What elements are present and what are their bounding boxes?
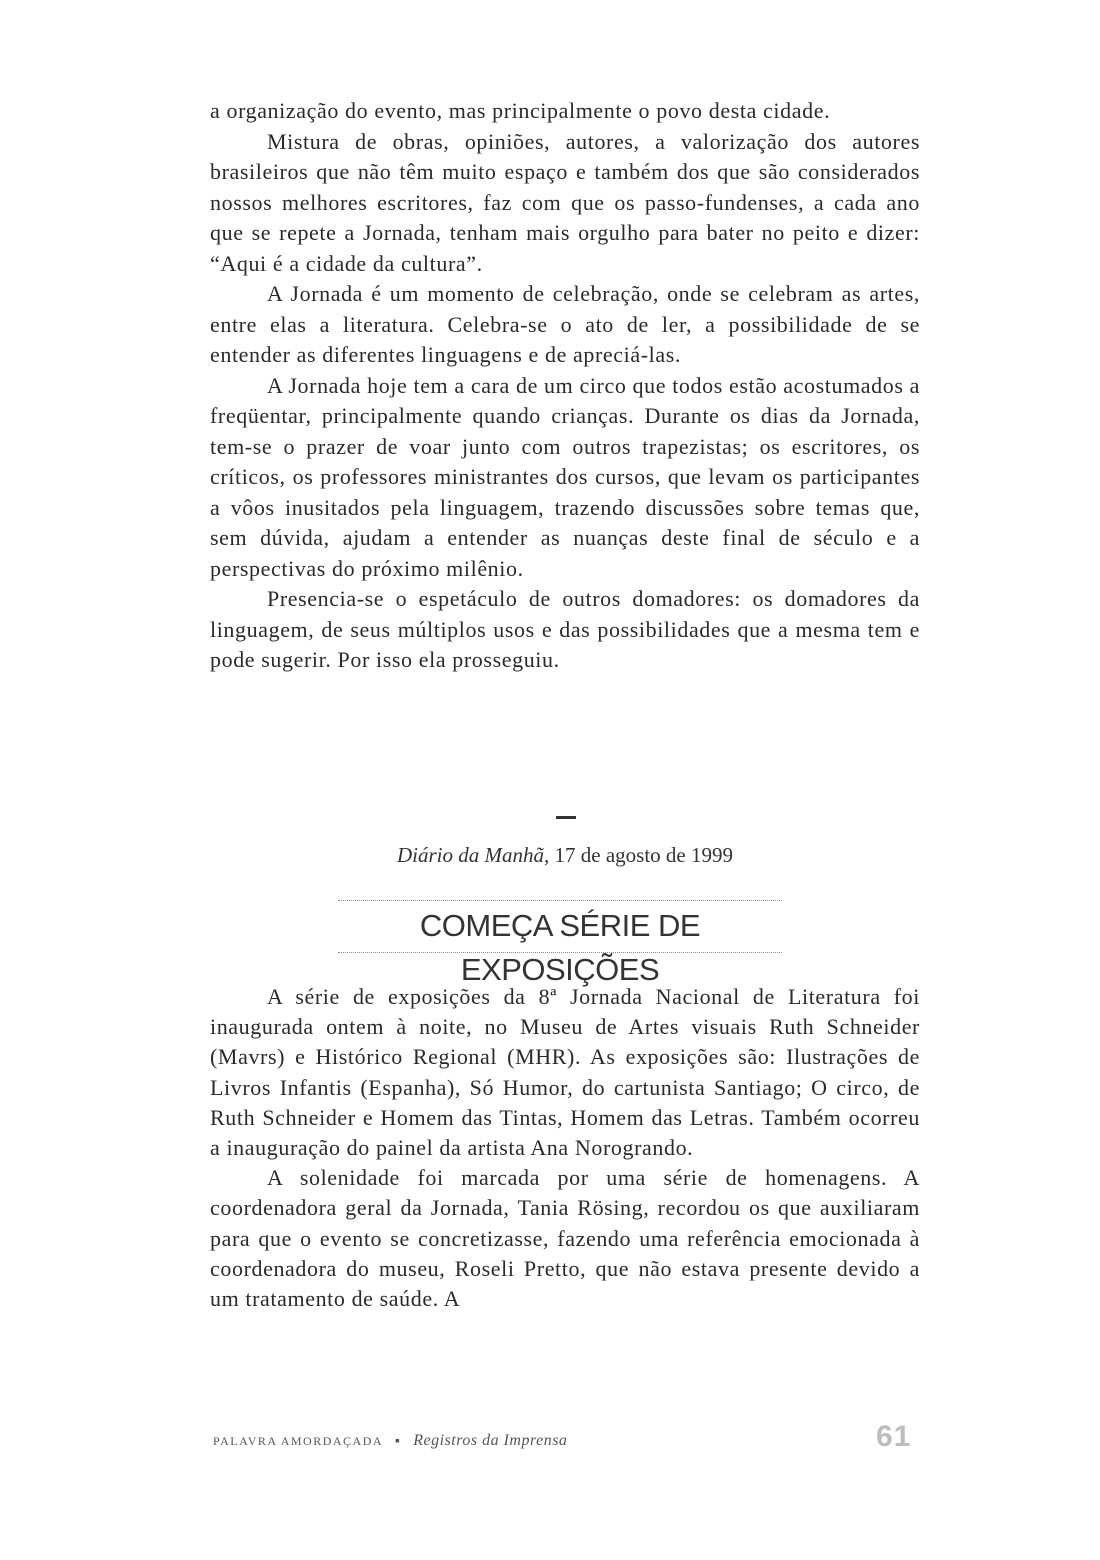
paragraph: A solenidade foi marcada por uma série de homenagens. A coordenadora geral da Jornada, Tania Rösing, recordou os que auxiliaram para que o evento se concretizasse, fazendo uma referência emocionada à coordenadora do museu, Roseli Pretto, que não estava presente devido a um tratamento de saúde. A bbox=[210, 1165, 920, 1312]
continued-article-text bbox=[210, 96, 920, 676]
publication-name: Diário da Manhã bbox=[397, 843, 544, 867]
page-footer bbox=[213, 1432, 567, 1450]
article-headline: COMEÇA SÉRIE DE EXPOSIÇÕES bbox=[419, 908, 701, 987]
publication-date: , 17 de agosto de 1999 bbox=[544, 843, 733, 867]
book-title: PALAVRA AMORDAÇADA bbox=[213, 1434, 384, 1448]
section-title: Registros da Imprensa bbox=[413, 1432, 568, 1449]
paragraph: a organização do evento, mas principalmente o povo desta cidade. bbox=[210, 98, 831, 123]
paragraph: A Jornada é um momento de celebração, onde se celebram as artes, entre elas a literatura. Celebra-se o ato de ler, a possibilidade de se entender as diferentes linguagens e de apreciá-las. bbox=[210, 281, 920, 367]
paragraph: A série de exposições da 8ª Jornada Nacional de Literatura foi inaugurada ontem à noite, no Museu de Artes visuais Ruth Schneider (Mavrs) e Histórico Regional (MHR). As exposições são: Ilustrações de Livros Infantis (Espanha), Só Humor, do cartunista Santiago; O circo, de Ruth Schneider e Homem das Tintas, Homem das Letras. Também ocorreu a inauguração do painel da artista Ana Norogrando. bbox=[210, 984, 920, 1161]
section-divider bbox=[556, 816, 576, 819]
headline-rule-top bbox=[338, 900, 782, 901]
paragraph: A Jornada hoje tem a cara de um circo que todos estão acostumados a freqüentar, principalmente quando crianças. Durante os dias da Jornada, tem-se o prazer de voar junto com outros trapezistas; os escritores, os críticos, os professores ministrantes dos cursos, que levam os participantes a vôos inusitados pela linguagem, trazendo discussões sobre temas que, sem dúvida, ajudam a entender as nuanças deste final de século e a perspectivas do próximo milênio. bbox=[210, 372, 920, 581]
page-number: 61 bbox=[876, 1420, 912, 1453]
paragraph: Presencia-se o espetáculo de outros domadores: os domadores da linguagem, de seus múltiplos usos e das possibilidades que a mesma tem e pode sugerir. Por isso ela prosseguiu. bbox=[210, 586, 920, 672]
footer-separator: ▪ bbox=[395, 1434, 402, 1449]
headline-rule-bottom bbox=[338, 952, 782, 953]
article-source bbox=[210, 843, 920, 868]
paragraph: Mistura de obras, opiniões, autores, a valorização dos autores brasileiros que não têm muito espaço e também dos que são considerados nossos melhores escritores, faz com que os passo-fundenses, a cada ano que se repete a Jornada, tenham mais orgulho para bater no peito e dizer: “Aqui é a cidade da cultura”. bbox=[210, 128, 920, 276]
article-body bbox=[210, 982, 920, 1314]
